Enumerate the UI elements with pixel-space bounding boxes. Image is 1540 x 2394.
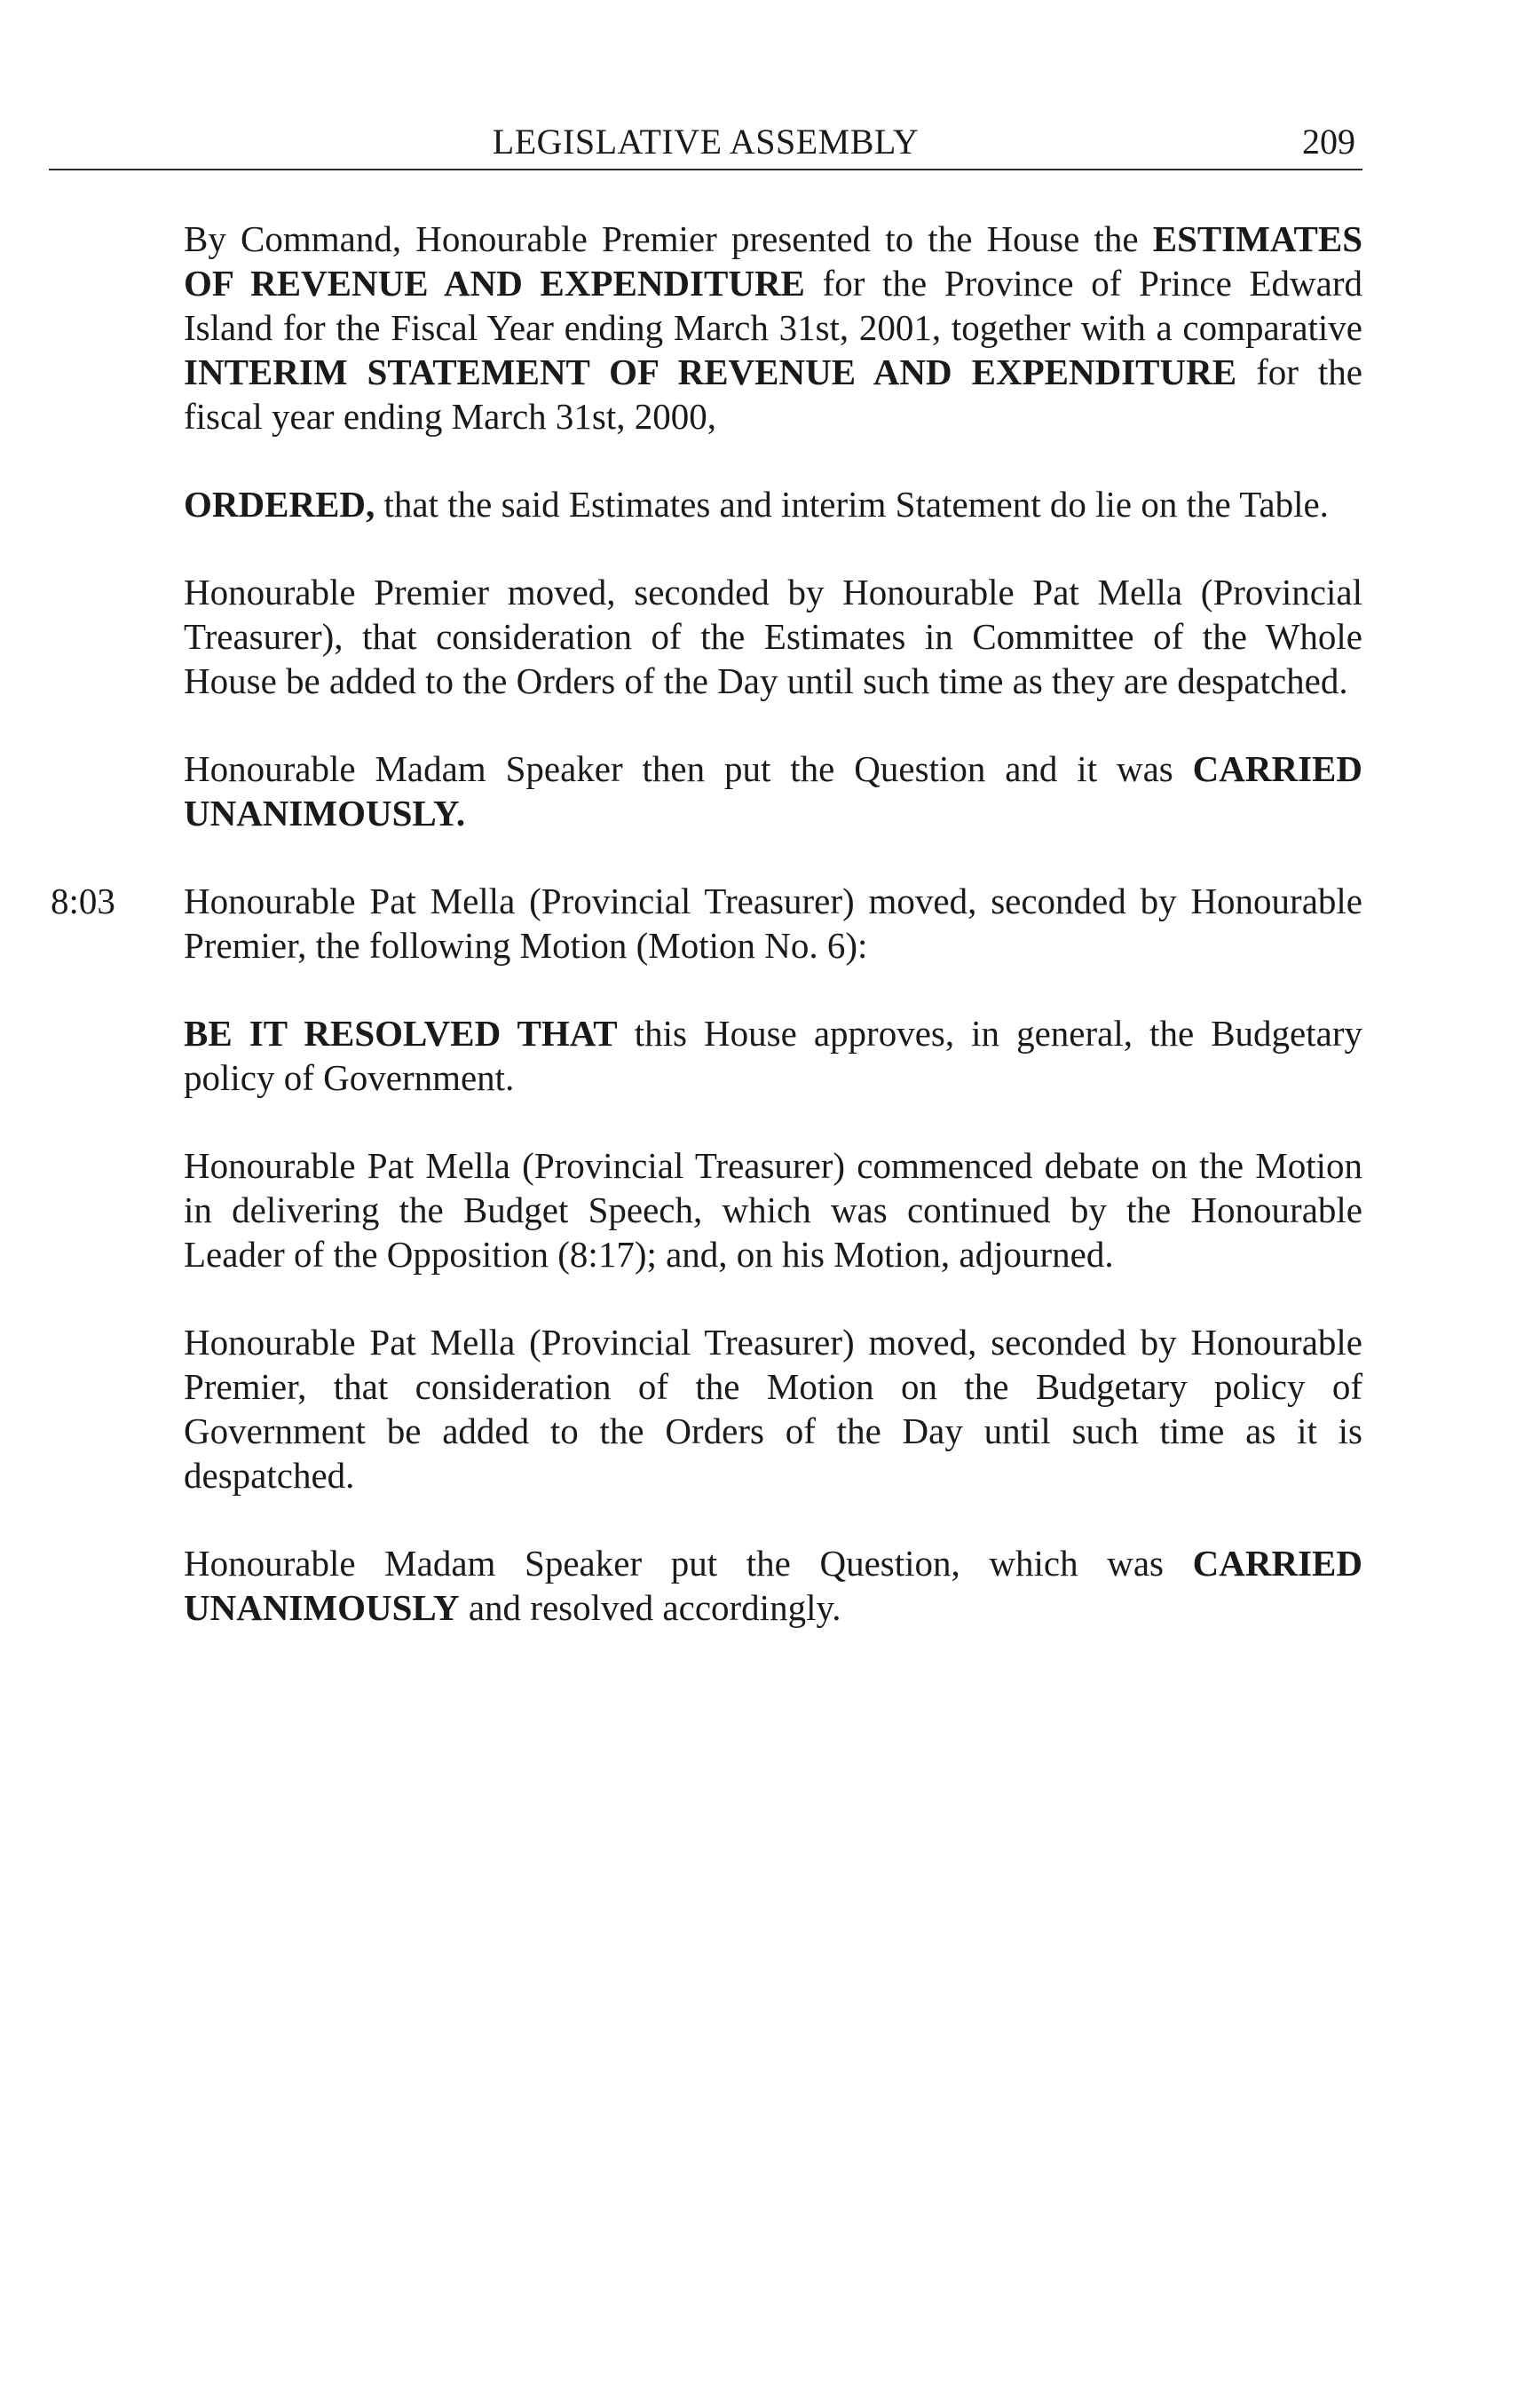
journal-paragraph [184, 1011, 1362, 1100]
text-segment: this House approves, in general, the Budgetary policy of Government. [184, 1013, 1362, 1098]
header-rule [49, 169, 1362, 170]
text-segment: for the Province of Prince Edward Island for the Fiscal Year ending March 31st, 2001, together with a comparative [184, 263, 1362, 348]
page-number: 209 [1302, 122, 1355, 162]
journal-paragraph [184, 747, 1362, 835]
bold-text-segment: ESTIMATES OF REVENUE AND EXPENDITURE [184, 218, 1362, 304]
journal-paragraph [184, 482, 1362, 526]
bold-text-segment: CARRIED UNANIMOUSLY. [184, 748, 1362, 834]
text-segment: and resolved accordingly. [459, 1587, 841, 1628]
text-segment: Honourable Premier moved, seconded by Honourable Pat Mella (Provincial Treasurer), that consideration of the Estimates in Committee of the Whole House be added to the Orders of the Day until such time as they are despatched. [184, 572, 1362, 701]
journal-paragraph [184, 1541, 1362, 1630]
text-segment: for the fiscal year ending March 31st, 2000, [184, 352, 1362, 437]
bold-text-segment: ORDERED, [184, 484, 375, 525]
journal-paragraph [51, 879, 1362, 968]
bold-text-segment: INTERIM STATEMENT OF REVENUE AND EXPENDITURE [184, 352, 1237, 392]
text-segment: Honourable Madam Speaker then put the Question and it was [184, 748, 1193, 789]
text-segment: Honourable Pat Mella (Provincial Treasurer) moved, seconded by Honourable Premier, that consideration of the Motion on the Budgetary policy of Government be added to the Orders of the Day until such time as it is despatched. [184, 1322, 1362, 1496]
text-segment: Honourable Pat Mella (Provincial Treasurer) commenced debate on the Motion in delivering the Budget Speech, which was continued by the Honourable Leader of the Opposition (8:17); and, on his Motion, adjourned. [184, 1145, 1362, 1275]
journal-paragraph [184, 1143, 1362, 1276]
text-segment: Honourable Madam Speaker put the Question, which was [184, 1543, 1193, 1584]
text-segment: that the said Estimates and interim Statement do lie on the Table. [375, 484, 1329, 525]
bold-text-segment: BE IT RESOLVED THAT [184, 1013, 618, 1054]
journal-paragraph [184, 217, 1362, 439]
header-title: LEGISLATIVE ASSEMBLY [492, 122, 920, 162]
margin-timestamp: 8:03 [51, 881, 115, 921]
text-segment: Honourable Pat Mella (Provincial Treasurer) moved, seconded by Honourable Premier, the following Motion (Motion No. 6): [184, 881, 1362, 966]
journal-body [51, 217, 1362, 1673]
running-header [49, 115, 1362, 169]
text-segment: By Command, Honourable Premier presented to the House the [184, 218, 1153, 259]
journal-paragraph [184, 570, 1362, 703]
journal-paragraph [184, 1320, 1362, 1497]
bold-text-segment: CARRIED UNANIMOUSLY [184, 1543, 1362, 1628]
